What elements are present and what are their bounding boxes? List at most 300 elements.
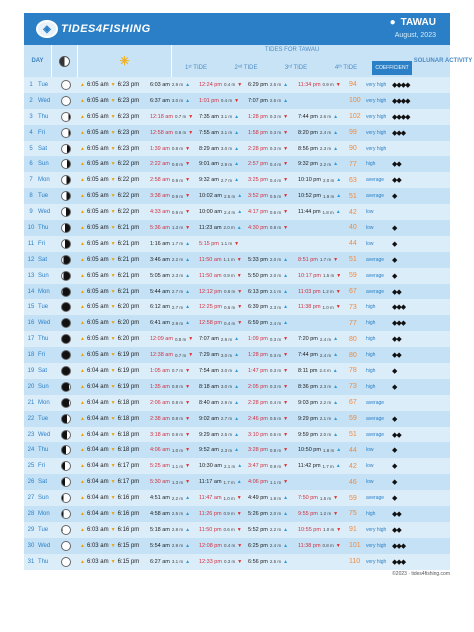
sunrise-time: 6:05 am [86,161,109,168]
moon-phase-cell [58,252,74,268]
moon-phase-cell [58,538,74,554]
day-number: 11 [27,240,35,247]
tide-3 [248,490,296,506]
solunar-activity [389,156,449,172]
low-tide-icon: ▼ [283,193,289,200]
tide-height: 1.2 m [322,289,334,295]
day-name: Sun [38,495,49,502]
high-tide-icon: ▲ [234,352,240,359]
low-tide-icon: ▼ [336,272,342,279]
coefficient-cell [349,427,389,443]
coefficient-cell [349,172,389,188]
table-row [24,93,450,109]
tide-time: 5:50 pm [248,272,268,279]
coefficient-label: average [366,177,385,184]
sunset-icon: ▼ [110,367,116,374]
tide-height: 0.3 m [269,368,282,374]
tide-time: 12:18 am [150,113,173,120]
sunset-time: 6:21 pm [117,272,140,279]
coefficient-cell [349,220,389,236]
tide-2 [199,522,247,538]
tide-height: 1.0 m [322,527,335,533]
coefficient-label: very high [366,81,387,88]
day-number: 20 [27,383,35,390]
sunrise-time: 6:05 am [86,320,109,327]
table-row [24,77,450,93]
tide-height: 2.9 m [171,320,184,326]
tide-height: 2.5 m [269,82,282,88]
solunar-activity [389,125,449,141]
sunset-time: 6:23 pm [117,113,140,120]
tide-height: 2.7 m [171,304,184,310]
tide-height: 0.8 m [174,336,187,342]
tide-time: 11:17 am [199,479,222,486]
fish-activity-icon: ◆ [392,256,397,264]
tide-height: 3.0 m [220,368,233,374]
moon-phase-icon [61,271,71,281]
sunset-icon: ▼ [110,383,116,390]
tide-1 [150,315,198,331]
day-number: 16 [27,320,35,327]
tide-time: 1:35 am [150,383,170,390]
tide-3 [248,411,296,427]
sunrise-icon: ▲ [80,542,85,549]
solunar-activity [389,268,449,284]
tide-time: 6:39 pm [248,304,268,311]
sunrise-time: 6:05 am [86,129,109,136]
moon-phase-cell [58,522,74,538]
table-row [24,522,450,538]
tide-2 [199,204,247,220]
day-name: Fri [38,352,45,359]
moon-phase-cell [58,125,74,141]
moon-phase-cell [58,458,74,474]
tide-height: 2.0 m [223,225,235,231]
low-tide-icon: ▼ [237,320,243,327]
coefficient-value: 42 [349,208,357,216]
tide-2 [199,93,247,109]
coefficient-value: 100 [349,97,361,105]
coefficient-cell [349,268,389,284]
logo[interactable] [36,19,151,39]
tide-height: 0.3 m [223,559,236,565]
tide-time: 11:42 pm [298,463,321,470]
tide-height: 1.7 m [322,463,334,469]
moon-phase-cell [58,427,74,443]
tide-3 [248,331,296,347]
low-tide-icon: ▼ [185,431,191,438]
table-row [24,109,450,125]
sunrise-time: 6:04 am [86,383,109,390]
day-name: Tue [38,415,49,422]
high-tide-icon: ▲ [283,97,289,104]
day-number: 30 [27,542,35,549]
sunrise-time: 6:05 am [86,97,109,104]
sunrise-time: 6:05 am [86,177,109,184]
tide-4 [298,236,346,252]
high-tide-icon: ▲ [185,558,191,565]
day-name: Sun [38,383,49,390]
tide-2 [199,252,247,268]
sunrise-time: 6:05 am [86,193,109,200]
tide-height: 3.0 m [171,98,184,104]
tide-time: 1:05 am [150,367,170,374]
sunrise-icon: ▲ [80,272,85,279]
table-row [24,141,450,157]
low-tide-icon: ▼ [283,113,289,120]
sunset-time: 6:20 pm [117,304,140,311]
tide-time: 6:12 am [150,304,170,311]
tide-height: 3.0 m [220,146,233,151]
tide-1 [150,458,198,474]
tides-title: TIDES FOR TAWAU [264,47,320,53]
coefficient-cell [349,458,389,474]
sunset-time: 6:18 pm [117,447,140,454]
tide-time: 12:08 pm [199,542,222,549]
sunrise-icon: ▲ [80,209,85,216]
tide-height: 0.8 m [171,161,184,167]
coefficient-label: average [366,399,385,406]
low-tide-icon: ▼ [283,209,289,216]
tide-height: 1.5 m [319,495,332,501]
tide-height: 2.8 m [171,527,184,533]
tide-time: 7:07 pm [248,97,268,104]
tide-time: 5:52 pm [248,526,268,533]
coefficient-label: very high [366,113,387,120]
tide-height: 2.3 m [319,146,332,151]
solunar-activity [389,331,449,347]
moon-phase-cell [58,395,74,411]
sunrise-time: 6:03 am [86,558,109,565]
day-name: Mon [38,399,50,406]
day-name: Wed [38,320,51,327]
coefficient-cell [349,554,389,570]
tide-height: 0.9 m [171,432,184,438]
tide-height: 2.5 m [171,511,184,517]
tide-3 [248,77,296,93]
tide-4 [298,156,346,172]
high-tide-icon: ▲ [283,558,289,565]
tide-height: 2.1 m [223,463,236,469]
moon-phase-cell [58,284,74,300]
coefficient-cell [349,347,389,363]
tide-time: 5:15 pm [199,240,219,247]
tide-height: 0.4 m [223,320,236,326]
coefficient-value: 59 [349,415,357,423]
tide-time: 1:28 pm [248,352,268,359]
sunset-icon: ▼ [110,129,116,136]
high-tide-icon: ▲ [234,161,240,168]
tide-height: 0.3 m [269,352,282,358]
tide-height: 2.3 m [269,304,282,310]
low-tide-icon: ▼ [185,177,191,184]
low-tide-icon: ▼ [236,495,242,502]
day-number: 24 [27,447,35,454]
table-row [24,268,450,284]
moon-phase-icon [61,398,71,408]
sunrise-time: 6:05 am [86,113,109,120]
sunrise-time: 6:05 am [86,272,109,279]
tide-height: 2.9 m [171,82,184,88]
tide-height: 0.4 m [223,543,236,549]
low-tide-icon: ▼ [333,256,339,263]
tide-1 [150,141,198,157]
low-tide-icon: ▼ [185,161,191,168]
tide-1 [150,299,198,315]
day-number: 21 [27,399,35,406]
tide-1 [150,252,198,268]
sunset-time: 6:19 pm [117,367,140,374]
tide-1 [150,347,198,363]
tide-time: 7:35 am [199,113,219,120]
tide-height: 2.9 m [220,400,233,406]
tide-height: 1.3 m [171,225,184,231]
tide-3 [248,220,296,236]
tide-4 [298,77,346,93]
tide-height: 0.8 m [269,225,282,231]
sunrise-icon: ▲ [80,288,85,295]
coefficient-value: 51 [349,192,357,200]
coefficient-value: 99 [349,129,357,137]
tide-3 [248,363,296,379]
sunset-icon: ▼ [110,209,116,216]
tide-3 [248,299,296,315]
sunset-time: 6:21 pm [117,240,140,247]
tide-1 [150,331,198,347]
tide-1 [150,554,198,570]
coefficient-cell [349,363,389,379]
col-moon [52,45,78,77]
tide-time: 6:37 am [150,97,170,104]
low-tide-icon: ▼ [333,495,339,502]
sunset-time: 6:20 pm [117,336,140,343]
moon-phase-icon [61,144,71,154]
table-row [24,188,450,204]
tide-time: 11:50 am [199,272,222,279]
low-tide-icon: ▼ [185,193,191,200]
coefficient-value: 78 [349,367,357,375]
tide-3 [248,125,296,141]
sunrise-icon: ▲ [80,256,85,263]
low-tide-icon: ▼ [237,304,243,311]
tide-time: 9:55 pm [298,510,318,517]
tide-time: 11:50 am [199,256,222,263]
tide-time: 3:28 pm [248,447,268,454]
coefficient-value: 94 [349,81,357,89]
coefficient-label: average [366,193,385,200]
moon-phase-icon [61,159,71,169]
table-row [24,347,450,363]
tide-time: 6:29 pm [248,81,268,88]
tide-time: 10:10 pm [298,177,321,184]
tide-height: 2.2 m [319,400,332,406]
high-tide-icon: ▲ [237,209,243,216]
solunar-activity [389,411,449,427]
solunar-activity [389,522,449,538]
tide-4 [298,379,346,395]
tide-height: 0.7 m [174,114,187,120]
table-row [24,490,450,506]
high-tide-icon: ▲ [336,177,342,184]
table-row [24,538,450,554]
coefficient-cell [349,538,389,554]
tide-4 [298,347,346,363]
sunrise-icon: ▲ [80,145,85,152]
tide-height: 2.0 m [269,511,282,517]
coefficient-value: 51 [349,431,357,439]
tide-height: 2.0 m [269,257,282,263]
low-tide-icon: ▼ [236,272,242,279]
tide-4 [298,411,346,427]
low-tide-icon: ▼ [283,352,289,359]
table-row [24,220,450,236]
low-tide-icon: ▼ [234,97,240,104]
coefficient-cell [349,522,389,538]
day-name: Thu [38,224,49,231]
sunset-time: 6:16 pm [117,495,140,502]
low-tide-icon: ▼ [185,463,191,470]
tide-time: 11:47 am [199,495,222,502]
sunset-icon: ▼ [110,304,116,311]
tide-1 [150,125,198,141]
tide-2 [199,347,247,363]
sunset-icon: ▼ [110,431,116,438]
coefficient-label: low [366,463,374,470]
coefficient-cell [349,315,389,331]
tide-height: 2.4 m [319,130,332,136]
high-tide-icon: ▲ [234,336,240,343]
day-name: Wed [38,431,51,438]
fish-activity-icon: ◆◆ [392,526,401,534]
coefficient-cell [349,395,389,411]
tide-time: 5:26 pm [248,510,268,517]
day-name: Sat [38,256,48,263]
moon-phase-icon [61,80,71,90]
tide-time: 5:54 am [150,542,170,549]
day-number: 1 [29,81,33,88]
coefficient-value: 73 [349,383,357,391]
day-number: 26 [27,479,35,486]
low-tide-icon: ▼ [237,542,243,549]
solunar-activity [389,554,449,570]
sunset-icon: ▼ [110,320,116,327]
sunrise-icon: ▲ [80,510,85,517]
tide-3 [248,554,296,570]
tide-1 [150,188,198,204]
moon-phase-cell [58,172,74,188]
tide-height: 2.4 m [269,320,282,326]
tide-height: 0.3 m [269,114,282,120]
day-number: 17 [27,336,35,343]
solunar-activity [389,299,449,315]
tide-height: 1.0 m [322,304,334,310]
tide-3 [248,474,296,490]
tide-2 [199,141,247,157]
table-row [24,331,450,347]
sunrise-icon: ▲ [80,558,85,565]
tide-1 [150,156,198,172]
tide-time: 3:18 am [150,431,170,438]
moon-phase-icon [61,350,71,360]
tide-3 [248,141,296,157]
high-tide-icon: ▲ [332,367,338,374]
tide-2 [199,490,247,506]
day-number: 2 [29,97,33,104]
tide-3 [248,109,296,125]
tide-time: 7:44 pm [298,113,318,120]
tide-4 [298,252,346,268]
tide-4 [298,522,346,538]
day-number: 13 [27,272,35,279]
tide-time: 2:46 pm [248,415,268,422]
high-tide-icon: ▲ [333,161,339,168]
tide-1 [150,474,198,490]
moon-phase-icon [61,430,71,440]
table-row [24,395,450,411]
low-tide-icon: ▼ [237,81,243,88]
high-tide-icon: ▲ [333,129,339,136]
coefficient-label: average [366,256,385,263]
tide-4 [298,125,346,141]
tide-time: 11:38 pm [298,304,321,311]
tide-time: 8:20 pm [298,129,318,136]
moon-phase-icon [61,509,71,519]
solunar-activity [389,347,449,363]
tide-4 [298,109,346,125]
sunrise-time: 6:05 am [86,81,109,88]
moon-phase-cell [58,442,74,458]
tide-height: 0.6 m [269,209,282,215]
sunset-icon: ▼ [110,256,116,263]
tide-time: 2:28 pm [248,399,268,406]
day-name: Sat [38,479,48,486]
location-name: TAWAU [400,17,436,28]
tide-time: 3:46 am [150,256,170,263]
fish-activity-icon: ◆ [392,495,397,503]
tide-time: 10:00 am [199,209,222,216]
high-tide-icon: ▲ [333,113,339,120]
tide-time: 5:25 am [150,463,170,470]
low-tide-icon: ▼ [283,447,289,454]
tide-height: 2.7 m [171,289,184,295]
table-row [24,458,450,474]
tide-2 [199,411,247,427]
solunar-activity [389,284,449,300]
table-row [24,315,450,331]
tide-time: 11:26 pm [199,510,222,517]
sunset-time: 6:18 pm [117,431,140,438]
low-tide-icon: ▼ [236,256,242,263]
moon-phase-cell [58,299,74,315]
sunrise-icon: ▲ [80,161,85,168]
coefficient-label: very high [366,542,387,549]
col-sun [78,45,172,77]
low-tide-icon: ▼ [283,479,289,486]
tide-4 [298,427,346,443]
tide-height: 0.8 m [171,416,184,422]
moon-icon [59,56,70,67]
sunrise-time: 6:04 am [86,510,109,517]
day-number: 27 [27,495,35,502]
table-row [24,204,450,220]
tide-time: 6:59 pm [248,320,268,327]
day-number: 19 [27,367,35,374]
tide-height: 0.8 m [174,130,187,136]
tide-time: 4:33 am [150,209,170,216]
low-tide-icon: ▼ [185,447,191,454]
fish-activity-icon: ◆ [392,447,397,455]
low-tide-icon: ▼ [185,145,191,152]
